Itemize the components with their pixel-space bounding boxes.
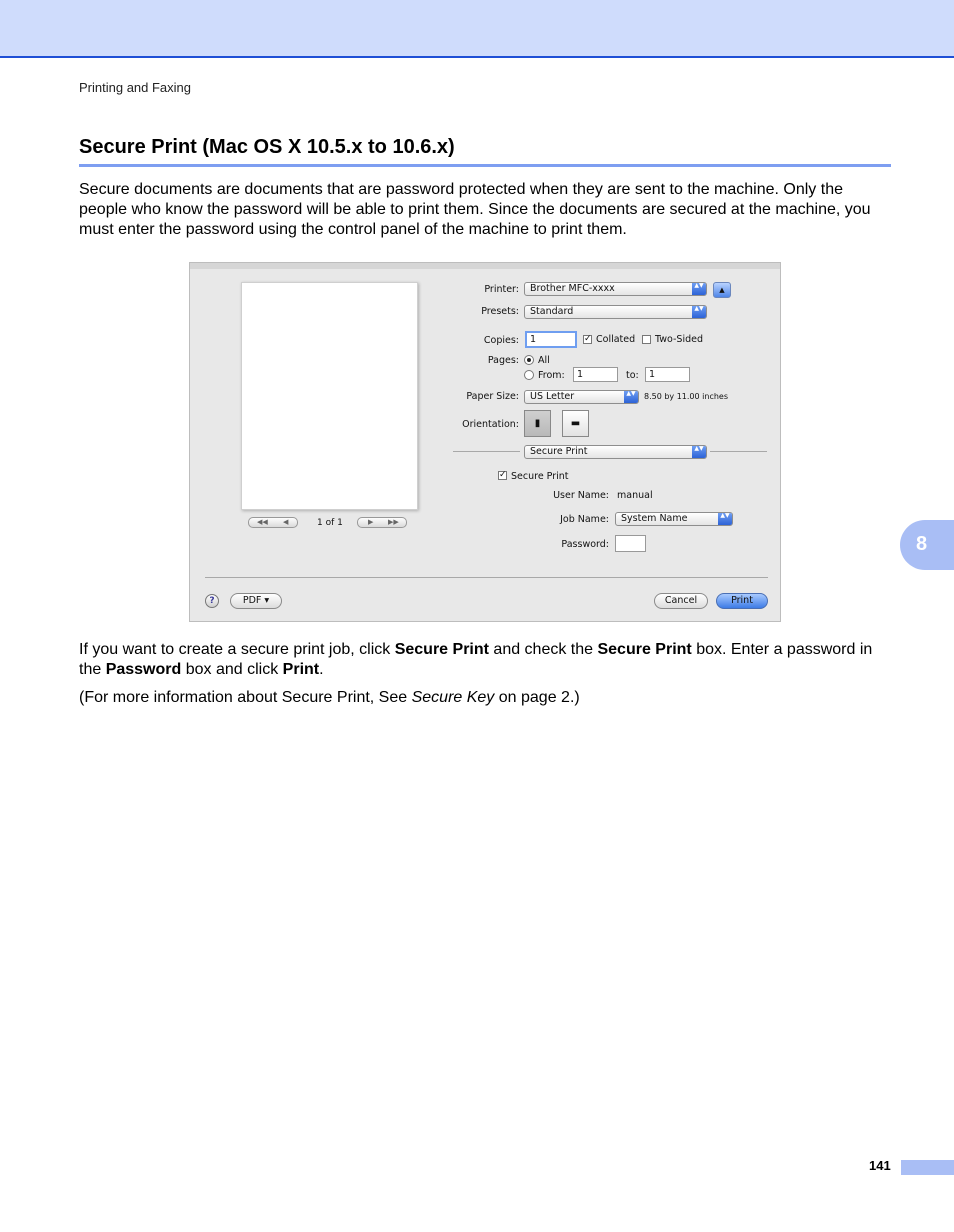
help-button[interactable] xyxy=(205,594,219,608)
printer-label: Printer: xyxy=(484,284,519,295)
popup-arrows-icon: ▲▼ xyxy=(624,391,638,403)
panel-popup[interactable] xyxy=(524,445,707,459)
note-paragraph xyxy=(79,688,891,708)
presets-popup[interactable] xyxy=(524,305,707,319)
secure-print-label: Secure Print xyxy=(511,471,569,482)
pages-all-radio[interactable] xyxy=(524,355,534,365)
copies-label: Copies: xyxy=(483,335,519,346)
pages-from-radio[interactable] xyxy=(524,370,534,380)
job-name-label: Job Name: xyxy=(560,514,609,525)
prev-page-icon[interactable]: ◀ xyxy=(283,518,289,526)
next-page-icon[interactable]: ▶ xyxy=(368,518,374,526)
password-field[interactable] xyxy=(615,535,646,552)
section-title: Secure Print (Mac OS X 10.5.x to 10.6.x) xyxy=(79,136,455,158)
preview-back-buttons[interactable] xyxy=(248,517,298,528)
job-name-popup[interactable] xyxy=(615,512,733,526)
instr-text-1: If you want to create a secure print job, click xyxy=(79,641,395,658)
paper-dimensions: 8.50 by 11.00 inches xyxy=(644,392,729,401)
instr-text-5: . xyxy=(319,661,324,678)
page-preview xyxy=(241,282,418,510)
instr-text-4: box and click xyxy=(181,661,283,678)
pages-label: Pages: xyxy=(487,355,519,366)
to-label: to: xyxy=(626,370,639,381)
presets-label: Presets: xyxy=(481,306,519,317)
cancel-button[interactable]: Cancel xyxy=(654,593,708,609)
print-dialog xyxy=(189,262,781,622)
first-page-icon[interactable]: ◀◀ xyxy=(257,518,268,526)
instruction-paragraph xyxy=(79,640,891,680)
printer-value: Brother MFC-xxxx xyxy=(530,283,615,294)
paper-size-label: Paper Size: xyxy=(466,391,519,402)
user-name-label: User Name: xyxy=(553,490,609,501)
popup-arrows-icon: ▲▼ xyxy=(692,306,706,318)
copies-field[interactable]: 1 xyxy=(525,331,577,348)
landscape-icon: ▬ xyxy=(570,418,581,429)
two-sided-checkbox[interactable] xyxy=(642,335,651,344)
title-rule xyxy=(79,164,891,167)
disclosure-button[interactable] xyxy=(713,282,731,298)
intro-paragraph: Secure documents are documents that are password protected when they are sent to the machine. Only the people who know the password will be able to print them. Since the documents are secured at the machine, you must enter the password using the control panel of the machine to print them. xyxy=(79,181,871,238)
instr-text-2: and check the xyxy=(488,641,598,658)
paper-size-value: US Letter xyxy=(530,391,575,402)
preview-forward-buttons[interactable] xyxy=(357,517,407,528)
orientation-label: Orientation: xyxy=(462,419,519,430)
landscape-orientation-button[interactable] xyxy=(562,410,589,437)
instr-bold-password: Password xyxy=(105,661,182,678)
user-name-value: manual xyxy=(617,490,653,501)
print-button[interactable]: Print xyxy=(716,593,768,609)
instr-bold-secure-print-2: Secure Print xyxy=(597,641,692,658)
collated-label: Collated xyxy=(596,334,636,345)
up-arrow-icon: ▲ xyxy=(719,286,725,294)
dialog-title-strip xyxy=(190,263,781,269)
page-number: 141 xyxy=(869,1158,891,1173)
instr-bold-secure-print-1: Secure Print xyxy=(394,641,489,658)
to-field[interactable]: 1 xyxy=(645,367,690,382)
chapter-number: 8 xyxy=(916,533,928,555)
from-field[interactable]: 1 xyxy=(573,367,618,382)
help-icon: ? xyxy=(209,596,215,606)
running-head: Printing and Faxing xyxy=(79,80,192,95)
pages-all-label: All xyxy=(538,355,550,366)
paper-size-popup[interactable] xyxy=(524,390,639,404)
top-header-band xyxy=(0,0,954,58)
presets-value: Standard xyxy=(530,306,574,317)
page-count: 1 of 1 xyxy=(317,518,343,528)
collated-checkbox[interactable] xyxy=(583,335,592,344)
from-label: From: xyxy=(538,370,565,381)
instr-text-3: box. Enter a password in the xyxy=(79,641,873,678)
note-link-secure-key: Secure Key xyxy=(411,689,495,706)
popup-arrows-icon: ▲▼ xyxy=(718,513,732,525)
job-name-value: System Name xyxy=(621,513,688,524)
note-text-2: on page 2.) xyxy=(494,689,580,706)
note-text-1: (For more information about Secure Print, See xyxy=(79,689,412,706)
instr-bold-print: Print xyxy=(282,661,320,678)
checkmark-icon: ✓ xyxy=(584,334,592,344)
password-label: Password: xyxy=(561,539,609,550)
page-number-bar xyxy=(901,1160,954,1175)
pdf-button[interactable]: PDF ▾ xyxy=(230,593,282,609)
portrait-icon: ▮ xyxy=(534,418,541,429)
panel-separator-right xyxy=(710,451,767,452)
portrait-orientation-button[interactable] xyxy=(524,410,551,437)
panel-value: Secure Print xyxy=(530,446,588,457)
checkmark-icon: ✓ xyxy=(499,470,507,480)
panel-separator-left xyxy=(453,451,520,452)
printer-popup[interactable] xyxy=(524,282,707,296)
last-page-icon[interactable]: ▶▶ xyxy=(388,518,399,526)
popup-arrows-icon: ▲▼ xyxy=(692,283,706,295)
secure-print-checkbox[interactable] xyxy=(498,471,507,480)
popup-arrows-icon: ▲▼ xyxy=(692,446,706,458)
two-sided-label: Two-Sided xyxy=(655,334,703,345)
chapter-tab xyxy=(900,520,954,570)
bottom-separator xyxy=(205,577,768,578)
